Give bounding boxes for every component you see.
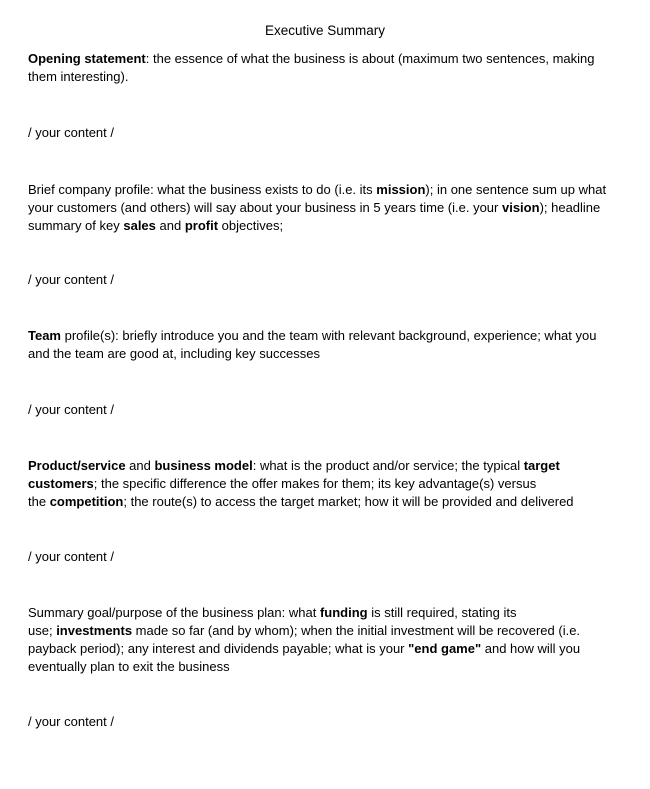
paragraph-line: the competition; the route(s) to access the target market; how it will be provided and delivered bbox=[28, 494, 574, 509]
paragraph-line: your customers (and others) will say about your business in 5 years time (i.e. your vision); headline bbox=[28, 200, 601, 215]
section-opening-statement bbox=[28, 50, 628, 86]
section-team-profile bbox=[28, 327, 628, 363]
paragraph-line: Summary goal/purpose of the business plan: what funding is still required, stating its bbox=[28, 605, 517, 620]
paragraph-line: customers; the specific difference the offer makes for them; its key advantage(s) versus bbox=[28, 476, 537, 491]
section-business-plan-goal bbox=[28, 604, 628, 676]
content-placeholder: / your content / bbox=[28, 125, 114, 140]
paragraph-line: summary of key sales and profit objectives; bbox=[28, 218, 284, 233]
content-placeholder: / your content / bbox=[28, 714, 114, 729]
content-placeholder: / your content / bbox=[28, 272, 114, 287]
paragraph-line: Opening statement: the essence of what the business is about (maximum two sentences, making bbox=[28, 51, 595, 66]
paragraph-line: Team profile(s): briefly introduce you and the team with relevant background, experience; what you bbox=[28, 328, 597, 343]
paragraph-line: eventually plan to exit the business bbox=[28, 659, 230, 674]
section-company-profile bbox=[28, 181, 628, 235]
paragraph-line: payback period); any interest and dividends payable; what is your "end game" and how will you bbox=[28, 641, 581, 656]
content-placeholder: / your content / bbox=[28, 402, 114, 417]
content-placeholder: / your content / bbox=[28, 549, 114, 564]
paragraph-line: them interesting). bbox=[28, 69, 129, 84]
paragraph-line: Product/service and business model: what is the product and/or service; the typical target bbox=[28, 458, 560, 473]
paragraph-line: use; investments made so far (and by whom); when the initial investment will be recovered (i.e. bbox=[28, 623, 581, 638]
paragraph-line: and the team are good at, including key successes bbox=[28, 346, 320, 361]
section-product-service bbox=[28, 457, 628, 511]
document-title: Executive Summary bbox=[264, 23, 386, 38]
paragraph-line: Brief company profile: what the business exists to do (i.e. its mission); in one sentence sum up what bbox=[28, 182, 607, 197]
